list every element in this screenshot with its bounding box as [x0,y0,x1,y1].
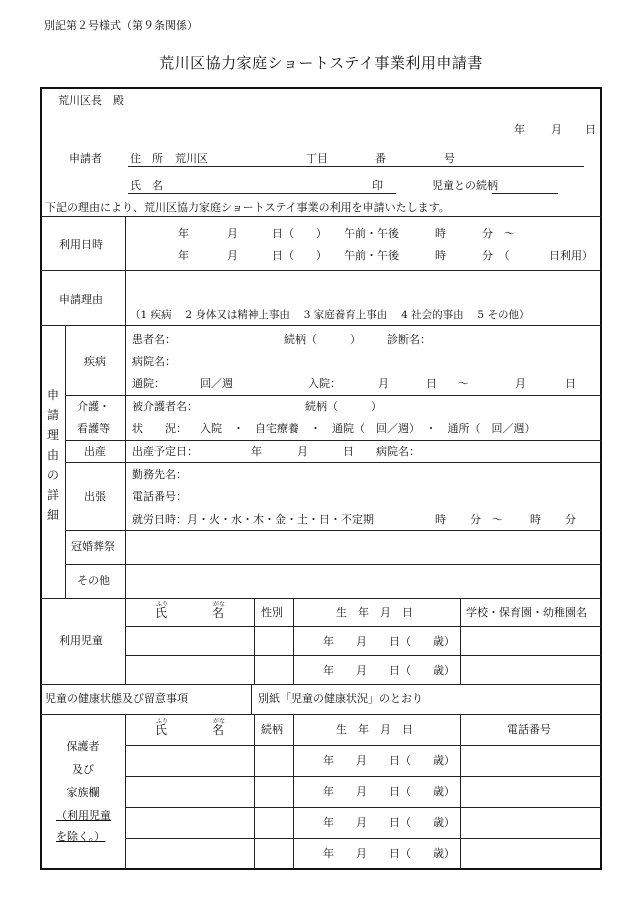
usage-start-minute: 分 ～ [482,227,515,240]
guardian-birth-row: 年 月 日（ 歳） [323,754,455,767]
details-side-char: 請 [46,408,59,422]
admission-end-month: 月 [515,377,526,390]
divider [125,655,601,656]
reason-options[interactable]: （1 疾病 2 身体又は精神上事由 3 家庭養育上事由 4 社会的事由 5 その他） [130,309,530,321]
business-trip-label: 出張 [84,490,106,503]
usage-end-month: 月 [227,249,238,262]
child-birth-row: 年 月 日（ 歳） [323,635,455,648]
illness-label: 疾病 [84,355,106,368]
divider [125,216,126,325]
child-col-name-2: 名 [212,606,225,620]
work-start-minute: 分 ～ [470,513,503,526]
hospital-name: 病院名： [132,355,176,368]
divider [125,807,601,808]
divider [293,598,294,684]
diagnosis: 診断名： [387,333,431,346]
admission-start-day: 日 [426,377,437,390]
guardian-label-3: 家族欄 [66,786,100,799]
due-day: 日 [343,445,354,458]
form-number: 別記第２号様式（第９条関係） [44,19,198,32]
divider [460,714,461,869]
divider [65,325,66,598]
divider [125,776,601,777]
reason-label: 申請理由 [59,293,103,306]
due-month: 月 [297,445,308,458]
details-side-char: 理 [46,428,59,442]
usage-days: 日利用） [549,249,593,262]
usage-start-year: 年 [178,227,189,240]
guardian-label-2: 及び [72,763,94,776]
patient-name: 患者名： [132,333,176,346]
care-label-2: 看護等 [77,422,110,435]
work-start-hour: 時 [435,513,446,526]
ceremony-label: 冠婚葬祭 [71,540,115,553]
address-go: 号 [444,152,455,165]
divider [251,684,252,714]
care-status-options[interactable]: 入院 ・ 自宅療養 ・ 通院（ 回／週） ・ 通所（ 回／週） [200,422,536,435]
divider [65,530,601,531]
applicant-label: 申請者 [69,152,102,165]
address-field[interactable] [128,166,584,167]
guardian-birth-row: 年 月 日（ 歳） [323,847,455,860]
work-end-minute: 分 [565,513,576,526]
outpatient-freq: 回／週 [200,377,233,390]
guardian-col-phone: 電話番号 [507,723,551,736]
details-side-char: 細 [46,508,59,522]
guardian-furigana-2: がな [213,718,226,725]
workplace-label: 勤務先名： [132,468,187,481]
name-label: 氏 名 [130,179,163,192]
usage-dates-label: 利用日時 [59,238,103,251]
details-side-label [46,385,60,525]
relation-label: 児童との続柄 [432,179,498,192]
guardian-note-2: を除く。） [56,830,106,843]
divider [125,838,601,839]
other-label: その他 [77,574,110,587]
divider [125,714,126,869]
due-year: 年 [251,445,262,458]
usage-start-hour: 時 [435,227,446,240]
divider [293,714,294,869]
divider [65,462,601,463]
date-month: 月 [551,123,562,136]
birth-hospital: 病院名： [376,445,420,458]
addressee: 荒川区長 殿 [58,94,124,107]
details-side-char: 由 [46,448,59,462]
health-label: 児童の健康状態及び留意事項 [45,692,188,705]
divider [125,745,601,746]
cared-person: 被介護者名： [132,400,198,413]
guardian-birth-row: 年 月 日（ 歳） [323,816,455,829]
address-chome: 丁目 [306,152,328,165]
usage-end-hour: 時 [435,249,446,262]
details-side-char: 申 [46,388,59,402]
child-furigana-1: ふり [156,601,169,608]
guardian-col-name-2: 名 [212,723,225,737]
guardian-col-relation: 続柄 [261,723,283,736]
care-status-label: 状 況： [132,422,187,435]
guardian-col-name-1: 氏 [155,723,168,737]
divider [460,598,461,684]
date-day: 日 [585,123,596,136]
child-col-birth: 生 年 月 日 [336,606,413,619]
usage-start-ampm: 午前・午後 [344,227,399,240]
details-side-char: の [46,468,59,482]
admission-start-month: 月 [378,377,389,390]
guardian-label-1: 保護者 [66,740,100,753]
usage-start-month: 月 [227,227,238,240]
childbirth-label: 出産 [84,445,106,458]
due-date-label: 出産予定日： [132,445,198,458]
admission-tilde: ～ [458,377,469,390]
work-end-hour: 時 [530,513,541,526]
divider [41,684,601,685]
divider [65,564,601,565]
address-label: 住 所 [130,152,163,165]
usage-end-weekday-close: ） [316,249,327,262]
address-ward: 荒川区 [175,152,208,165]
admission-label: 入院： [308,377,341,390]
outpatient-label: 通院： [132,377,165,390]
patient-relation: 続柄（ ） [284,333,361,346]
admission-end-day: 日 [565,377,576,390]
usage-end-year: 年 [178,249,189,262]
usage-start-day: 日（ [272,227,294,240]
divider [125,626,601,627]
child-col-name-1: 氏 [155,606,168,620]
relation-field[interactable] [492,193,558,194]
usage-end-minute: 分 （ [482,249,510,262]
divider [125,325,126,598]
child-table-label: 利用児童 [59,634,103,647]
divider [125,598,126,684]
usage-start-weekday-close: ） [316,227,327,240]
health-value: 別紙「児童の健康状況」のとおり [258,692,423,705]
cared-relation: 続柄（ ） [305,400,382,413]
divider [254,598,255,684]
usage-end-ampm: 午前・午後 [344,249,399,262]
child-furigana-2: がな [213,601,226,608]
guardian-note-1: （利用児童 [56,809,111,822]
child-birth-row: 年 月 日（ 歳） [323,664,455,677]
address-ban: 番 [375,152,386,165]
guardian-furigana-1: ふり [156,718,169,725]
application-statement: 下記の理由により、荒川区協力家庭ショートステイ事業の利用を申請いたします。 [45,201,450,214]
date-year: 年 [514,123,525,136]
divider [65,395,601,396]
name-field[interactable] [128,193,396,194]
divider [254,714,255,869]
work-hours: 就労日時：月・火・水・木・金・土・日・不定期 [132,513,374,526]
guardian-col-birth: 生 年 月 日 [336,723,413,736]
child-col-school: 学校・保育園・幼稚園名 [466,606,587,619]
page-title: 荒川区協力家庭ショートステイ事業利用申請書 [159,54,483,72]
usage-end-day: 日（ [272,249,294,262]
divider [65,440,601,441]
child-col-gender: 性別 [261,606,283,619]
guardian-birth-row: 年 月 日（ 歳） [323,785,455,798]
details-side-char: 詳 [46,488,59,502]
seal-mark: 印 [372,179,383,192]
workplace-phone: 電話番号： [132,490,187,503]
care-label-1: 介護・ [77,400,110,413]
